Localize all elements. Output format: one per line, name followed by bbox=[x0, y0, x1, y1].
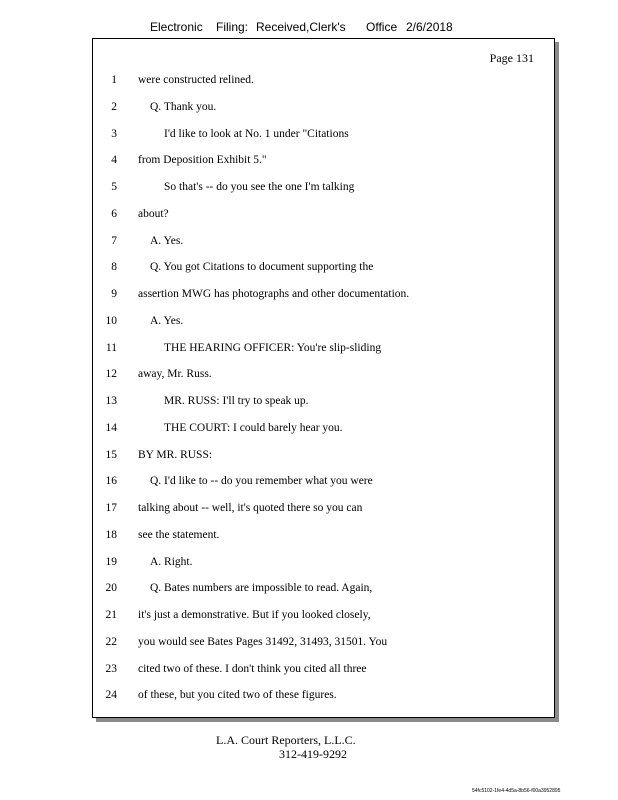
line-number: 17 bbox=[105, 502, 117, 514]
line-text: about? bbox=[138, 207, 169, 220]
line-number: 19 bbox=[105, 555, 117, 568]
line-number: 18 bbox=[105, 528, 117, 541]
line-text: A. Yes. bbox=[150, 314, 184, 327]
line-text: assertion MWG has photographs and other documentation. bbox=[138, 288, 410, 300]
transcript-line bbox=[93, 128, 556, 144]
line-number: 2 bbox=[111, 100, 117, 113]
line-number: 12 bbox=[105, 368, 117, 381]
transcript-line bbox=[93, 261, 556, 277]
line-number: 4 bbox=[111, 154, 117, 167]
line-text: Q. You got Citations to document supporting the bbox=[150, 261, 374, 274]
transcript-line bbox=[93, 529, 556, 545]
line-text: you would see Bates Pages 31492, 31493, 31501. You bbox=[138, 635, 388, 648]
header-date: 2/6/2018 bbox=[406, 20, 453, 34]
page-number: Page 131 bbox=[489, 51, 534, 65]
line-text: away, Mr. Russ. bbox=[138, 368, 212, 381]
line-text: A. Yes. bbox=[150, 234, 184, 247]
line-number: 22 bbox=[105, 635, 117, 648]
line-text: cited two of these. I don't think you cited all three bbox=[138, 662, 367, 675]
footer-phone: 312-419-9292 bbox=[279, 747, 347, 761]
line-number: 9 bbox=[111, 288, 117, 300]
header-received: Received,Clerk's bbox=[256, 20, 346, 34]
line-number: 14 bbox=[105, 421, 117, 434]
line-number: 3 bbox=[111, 127, 117, 140]
line-number: 20 bbox=[105, 582, 117, 595]
transcript-line bbox=[93, 636, 556, 652]
line-number: 21 bbox=[105, 609, 117, 621]
line-text: THE COURT: I could barely hear you. bbox=[164, 421, 343, 434]
header-office: Office bbox=[366, 20, 398, 34]
transcript-line bbox=[93, 208, 556, 224]
transcript-line bbox=[93, 315, 556, 331]
transcript-line bbox=[93, 689, 556, 705]
transcript-line bbox=[93, 395, 556, 411]
line-text: were constructed relined. bbox=[138, 74, 254, 86]
transcript-line bbox=[93, 235, 556, 251]
transcript-line bbox=[93, 609, 556, 625]
transcript-line bbox=[93, 181, 556, 197]
transcript-line bbox=[93, 449, 556, 465]
line-number: 5 bbox=[111, 181, 117, 193]
line-text: Q. I'd like to -- do you remember what you were bbox=[150, 475, 373, 488]
header-filing: Filing: bbox=[216, 20, 249, 34]
line-text: Q. Bates numbers are impossible to read. Again, bbox=[150, 582, 373, 595]
document-id: 54fc5102-1fe4-4d5a-8b56-f00a3952895 bbox=[472, 788, 561, 794]
line-number: 6 bbox=[111, 207, 117, 220]
transcript-line bbox=[93, 663, 556, 679]
line-number: 16 bbox=[105, 475, 117, 488]
transcript-line bbox=[93, 475, 556, 491]
line-text: of these, but you cited two of these figures. bbox=[138, 689, 337, 702]
line-number: 1 bbox=[111, 74, 117, 86]
header-electronic: Electronic bbox=[150, 20, 203, 34]
line-text: talking about -- well, it's quoted there so you can bbox=[138, 502, 363, 514]
line-text: BY MR. RUSS: bbox=[138, 448, 213, 461]
transcript-line bbox=[93, 556, 556, 572]
line-text: A. Right. bbox=[150, 555, 193, 568]
transcript-line bbox=[93, 288, 556, 304]
line-number: 23 bbox=[105, 662, 117, 675]
transcript-line bbox=[93, 502, 556, 518]
line-text: it's just a demonstrative. But if you looked closely, bbox=[138, 609, 371, 621]
footer-company: L.A. Court Reporters, L.L.C. bbox=[216, 733, 356, 747]
transcript-line bbox=[93, 368, 556, 384]
transcript-line bbox=[93, 101, 556, 117]
transcript-line bbox=[93, 154, 556, 170]
transcript-line bbox=[93, 342, 556, 358]
line-number: 10 bbox=[105, 314, 117, 327]
line-text: Q. Thank you. bbox=[150, 100, 217, 113]
line-number: 24 bbox=[105, 689, 117, 702]
line-text: from Deposition Exhibit 5." bbox=[138, 154, 267, 167]
transcript-line bbox=[93, 582, 556, 598]
line-number: 11 bbox=[105, 341, 117, 354]
line-text: I'd like to look at No. 1 under "Citations bbox=[164, 127, 349, 140]
line-number: 13 bbox=[105, 395, 117, 407]
transcript-line bbox=[93, 422, 556, 438]
line-text: MR. RUSS: I'll try to speak up. bbox=[164, 395, 309, 407]
line-number: 15 bbox=[105, 448, 117, 461]
line-text: So that's -- do you see the one I'm talking bbox=[164, 181, 355, 193]
line-text: see the statement. bbox=[138, 528, 220, 541]
line-number: 8 bbox=[111, 261, 117, 274]
line-number: 7 bbox=[111, 234, 117, 247]
transcript-page bbox=[92, 38, 555, 718]
transcript-line bbox=[93, 74, 556, 90]
line-text: THE HEARING OFFICER: You're slip-sliding bbox=[164, 341, 382, 354]
